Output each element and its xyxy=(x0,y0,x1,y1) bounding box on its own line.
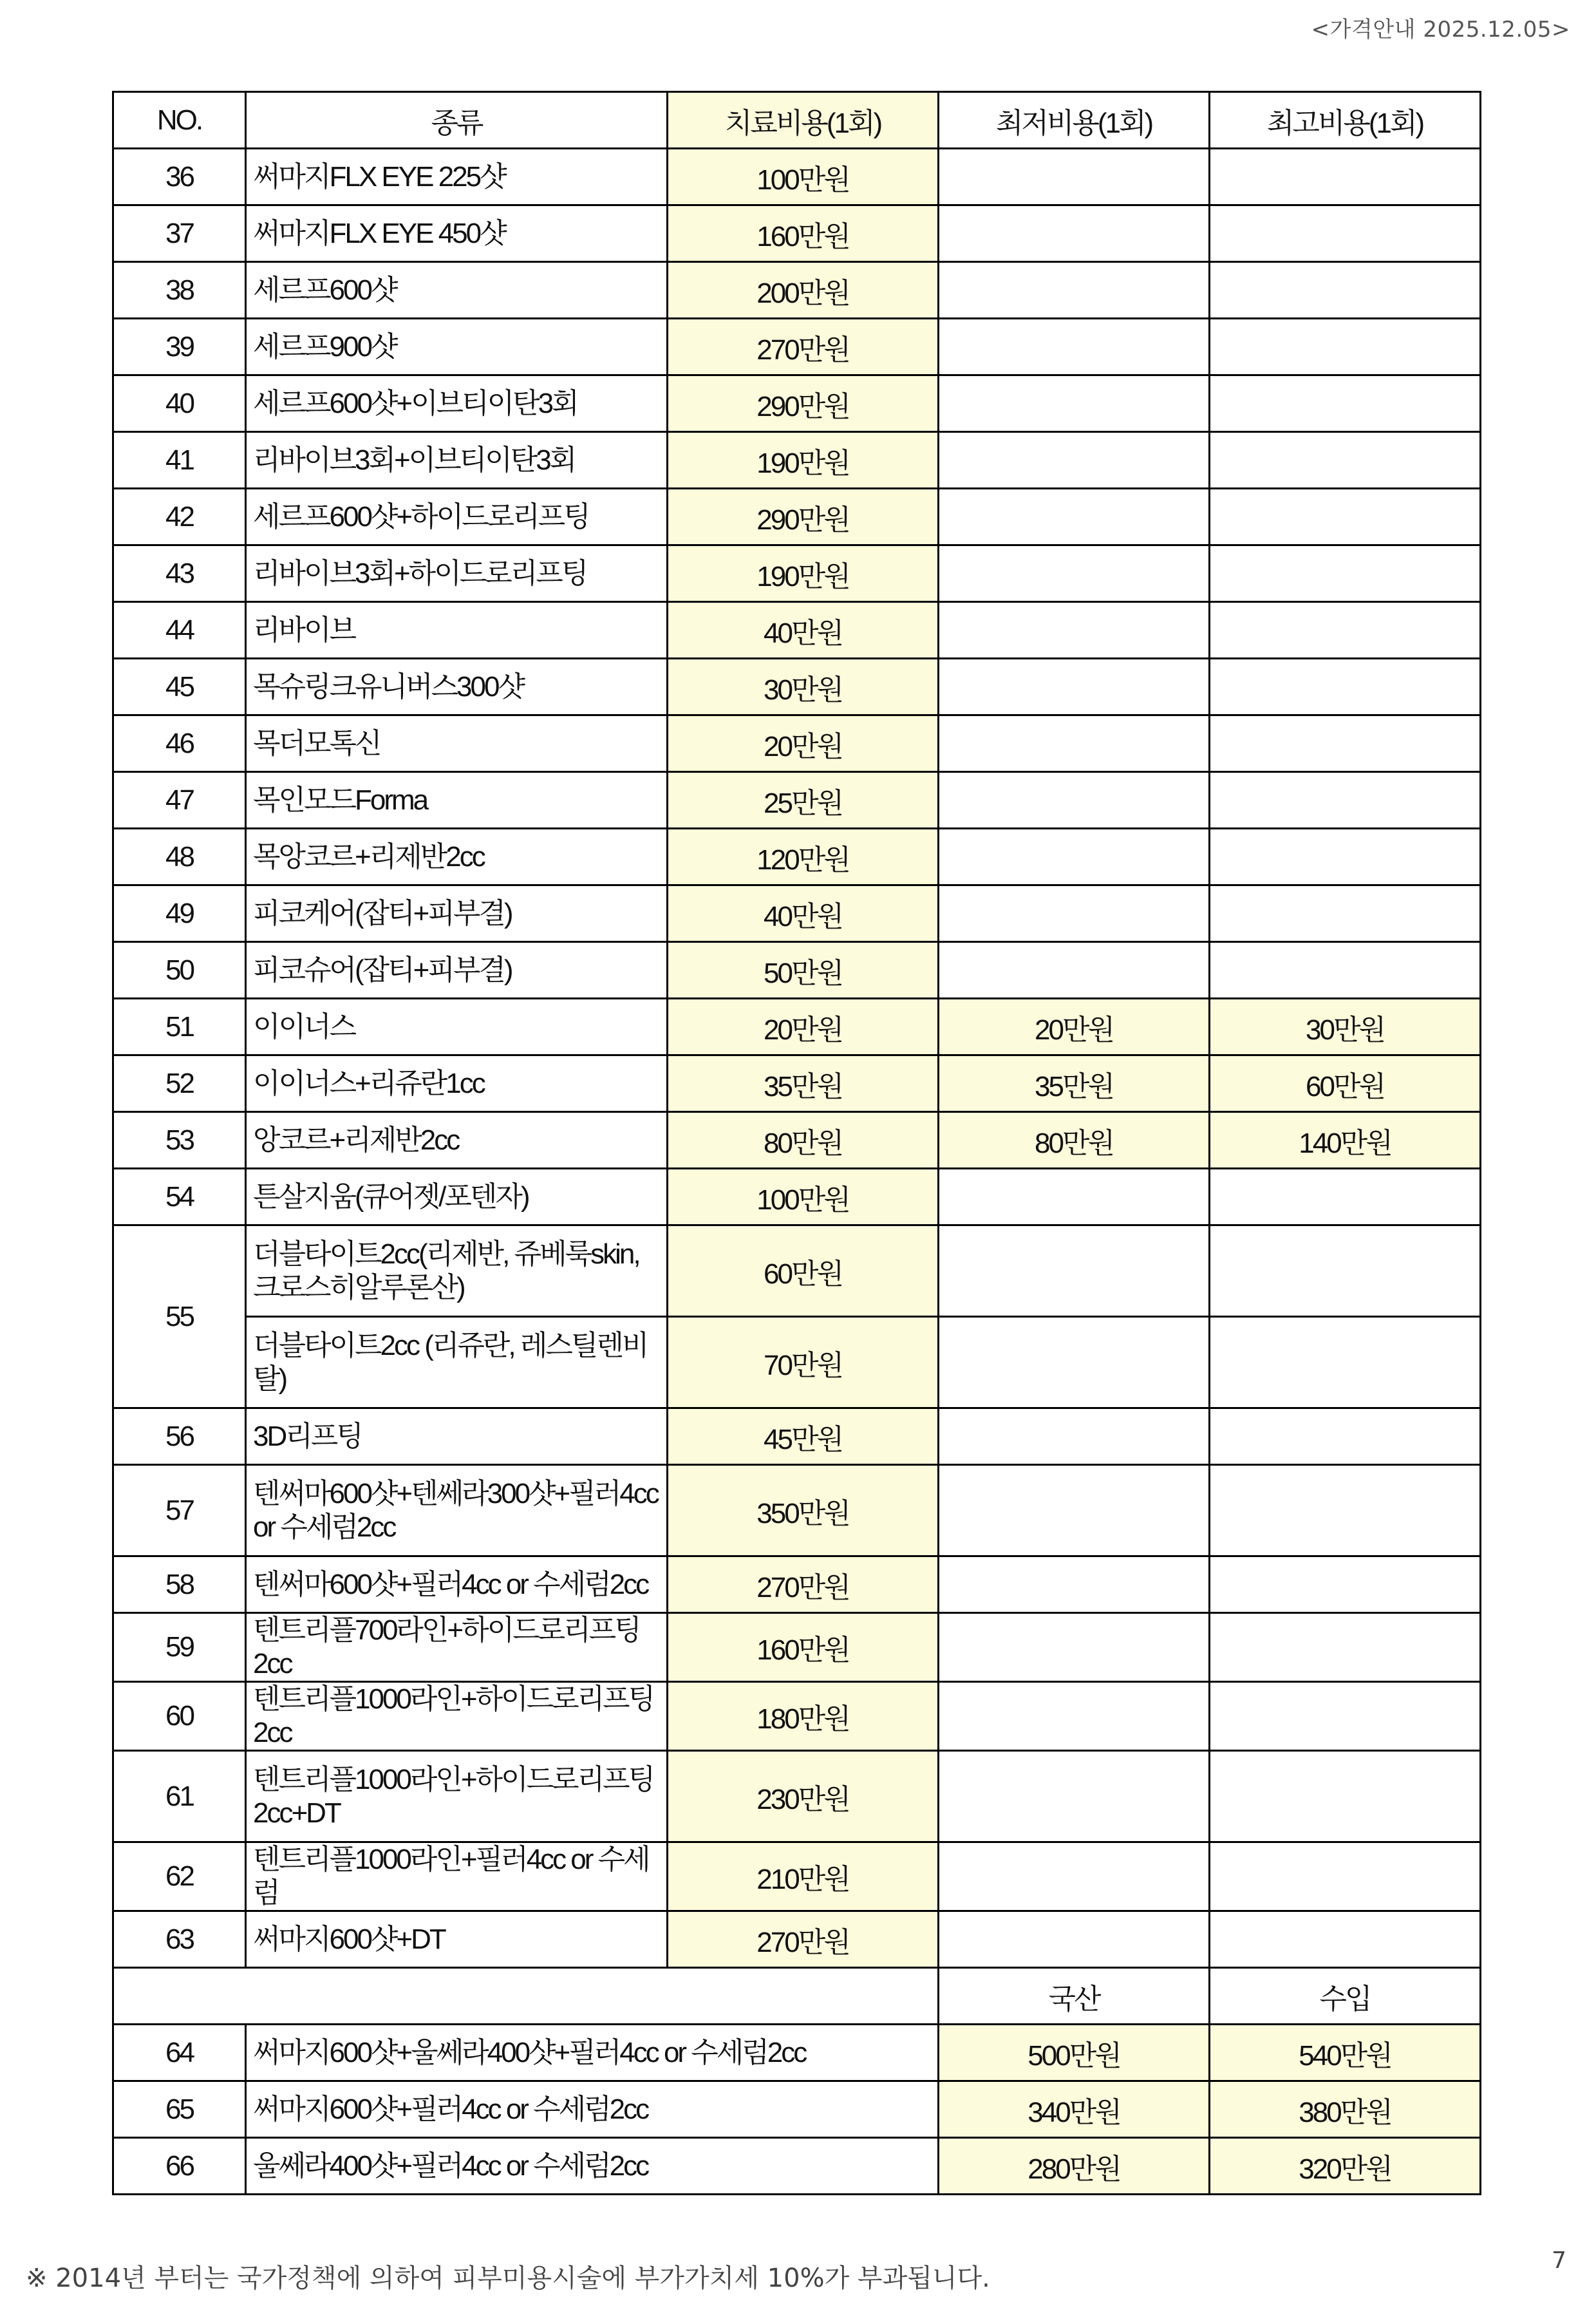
treatment-name: 울쎄라400샷+필러4cc or 수세럼2cc xyxy=(246,2138,939,2195)
min-cost xyxy=(939,772,1210,829)
table-row xyxy=(113,149,1481,205)
treatment-cost: 290만원 xyxy=(668,375,939,432)
table-row xyxy=(113,489,1481,545)
table-header-row xyxy=(113,92,1481,149)
treatment-name: 리바이브3회+이브티이탄3회 xyxy=(246,432,668,489)
max-cost xyxy=(1210,205,1481,262)
table-row xyxy=(113,1169,1481,1225)
row-number: 39 xyxy=(113,319,246,375)
row-number: 56 xyxy=(113,1408,246,1465)
treatment-name: 리바이브 xyxy=(246,602,668,659)
min-cost xyxy=(939,1751,1210,1842)
row-number: 57 xyxy=(113,1465,246,1556)
min-cost xyxy=(939,1613,1210,1682)
imported-cost: 320만원 xyxy=(1210,2138,1481,2195)
treatment-name: 이이너스 xyxy=(246,999,668,1055)
min-cost xyxy=(939,659,1210,715)
min-cost xyxy=(939,715,1210,772)
table-row xyxy=(113,1225,1481,1317)
treatment-cost: 230만원 xyxy=(668,1751,939,1842)
table-row xyxy=(113,1408,1481,1465)
max-cost xyxy=(1210,942,1481,999)
treatment-cost: 210만원 xyxy=(668,1842,939,1911)
imported-header: 수입 xyxy=(1210,1968,1481,2025)
table-row xyxy=(113,1465,1481,1556)
min-cost xyxy=(939,1225,1210,1317)
table-row xyxy=(113,659,1481,715)
max-cost xyxy=(1210,1465,1481,1556)
treatment-cost: 120만원 xyxy=(668,829,939,885)
max-cost xyxy=(1210,1911,1481,1968)
min-cost xyxy=(939,1169,1210,1225)
row-number: 37 xyxy=(113,205,246,262)
max-cost xyxy=(1210,1842,1481,1911)
treatment-cost: 35만원 xyxy=(668,1055,939,1112)
row-number: 49 xyxy=(113,885,246,942)
treatment-cost: 100만원 xyxy=(668,1169,939,1225)
table-row xyxy=(113,1055,1481,1112)
max-cost: 60만원 xyxy=(1210,1055,1481,1112)
row-number: 44 xyxy=(113,602,246,659)
max-cost xyxy=(1210,149,1481,205)
max-cost xyxy=(1210,1613,1481,1682)
column-header-min-cost: 최저비용(1회) xyxy=(939,92,1210,149)
min-cost xyxy=(939,432,1210,489)
treatment-cost: 160만원 xyxy=(668,205,939,262)
table-row xyxy=(113,602,1481,659)
imported-cost: 540만원 xyxy=(1210,2025,1481,2081)
max-cost xyxy=(1210,262,1481,319)
max-cost xyxy=(1210,432,1481,489)
max-cost xyxy=(1210,1408,1481,1465)
row-number: 65 xyxy=(113,2081,246,2138)
min-cost xyxy=(939,489,1210,545)
treatment-cost: 270만원 xyxy=(668,1556,939,1613)
table-row xyxy=(113,1112,1481,1169)
row-number: 53 xyxy=(113,1112,246,1169)
min-cost xyxy=(939,1317,1210,1408)
max-cost xyxy=(1210,375,1481,432)
treatment-cost: 290만원 xyxy=(668,489,939,545)
column-header-no: NO. xyxy=(113,92,246,149)
treatment-cost: 40만원 xyxy=(668,885,939,942)
min-cost xyxy=(939,205,1210,262)
min-cost xyxy=(939,829,1210,885)
treatment-name: 튼살지움(큐어젯/포텐자) xyxy=(246,1169,668,1225)
treatment-name: 세르프600샷+하이드로리프팅 xyxy=(246,489,668,545)
table-row xyxy=(113,999,1481,1055)
treatment-name: 텐써마600샷+텐쎄라300샷+필러4cc or 수세럼2cc xyxy=(246,1465,668,1556)
max-cost xyxy=(1210,885,1481,942)
treatment-name: 써마지FLX EYE 450샷 xyxy=(246,205,668,262)
treatment-name: 3D리프팅 xyxy=(246,1408,668,1465)
max-cost xyxy=(1210,319,1481,375)
max-cost: 30만원 xyxy=(1210,999,1481,1055)
min-cost xyxy=(939,262,1210,319)
domestic-cost: 280만원 xyxy=(939,2138,1210,2195)
treatment-name: 써마지600샷+필러4cc or 수세럼2cc xyxy=(246,2081,939,2138)
max-cost xyxy=(1210,489,1481,545)
treatment-name: 텐트리플1000라인+필러4cc or 수세럼 xyxy=(246,1842,668,1911)
row-number: 55 xyxy=(113,1225,246,1408)
max-cost xyxy=(1210,545,1481,602)
max-cost xyxy=(1210,715,1481,772)
table-row xyxy=(113,2025,1481,2081)
row-number: 59 xyxy=(113,1613,246,1682)
row-number: 52 xyxy=(113,1055,246,1112)
min-cost xyxy=(939,1556,1210,1613)
min-cost xyxy=(939,885,1210,942)
row-number: 51 xyxy=(113,999,246,1055)
table-row xyxy=(113,1556,1481,1613)
treatment-cost: 30만원 xyxy=(668,659,939,715)
row-number: 36 xyxy=(113,149,246,205)
domestic-cost: 340만원 xyxy=(939,2081,1210,2138)
row-number: 40 xyxy=(113,375,246,432)
row-number: 64 xyxy=(113,2025,246,2081)
row-number: 54 xyxy=(113,1169,246,1225)
treatment-cost: 70만원 xyxy=(668,1317,939,1408)
treatment-name: 세르프900샷 xyxy=(246,319,668,375)
row-number: 60 xyxy=(113,1682,246,1751)
origin-header-row xyxy=(113,1968,1481,2025)
table-row xyxy=(113,262,1481,319)
treatment-cost: 40만원 xyxy=(668,602,939,659)
treatment-cost: 20만원 xyxy=(668,999,939,1055)
treatment-cost: 190만원 xyxy=(668,432,939,489)
imported-cost: 380만원 xyxy=(1210,2081,1481,2138)
min-cost xyxy=(939,375,1210,432)
min-cost: 35만원 xyxy=(939,1055,1210,1112)
treatment-name: 텐트리플1000라인+하이드로리프팅 2cc+DT xyxy=(246,1751,668,1842)
table-row xyxy=(113,1613,1481,1682)
row-number: 42 xyxy=(113,489,246,545)
max-cost xyxy=(1210,602,1481,659)
column-header-treatment-cost: 치료비용(1회) xyxy=(668,92,939,149)
table-row xyxy=(113,1911,1481,1968)
table-row xyxy=(113,715,1481,772)
max-cost xyxy=(1210,829,1481,885)
row-number: 50 xyxy=(113,942,246,999)
treatment-name: 더블타이트2cc (리쥬란, 레스틸렌비탈) xyxy=(246,1317,668,1408)
vat-footnote: ※ 2014년 부터는 국가정책에 의하여 피부미용시술에 부가가치세 10%가 부과됩니다. xyxy=(26,2263,990,2293)
treatment-cost: 80만원 xyxy=(668,1112,939,1169)
min-cost xyxy=(939,545,1210,602)
row-number: 63 xyxy=(113,1911,246,1968)
min-cost xyxy=(939,149,1210,205)
min-cost: 20만원 xyxy=(939,999,1210,1055)
treatment-name: 리바이브3회+하이드로리프팅 xyxy=(246,545,668,602)
treatment-name: 목슈링크유니버스300샷 xyxy=(246,659,668,715)
min-cost xyxy=(939,1842,1210,1911)
treatment-name: 써마지600샷+울쎄라400샷+필러4cc or 수세럼2cc xyxy=(246,2025,939,2081)
max-cost xyxy=(1210,1751,1481,1842)
row-number: 61 xyxy=(113,1751,246,1842)
min-cost xyxy=(939,1465,1210,1556)
min-cost xyxy=(939,1911,1210,1968)
table-row xyxy=(113,885,1481,942)
row-number: 45 xyxy=(113,659,246,715)
table-row xyxy=(113,1842,1481,1911)
row-number: 46 xyxy=(113,715,246,772)
table-row xyxy=(113,829,1481,885)
table-row xyxy=(113,375,1481,432)
table-row xyxy=(113,1317,1481,1408)
treatment-name: 텐트리플700라인+하이드로리프팅2cc xyxy=(246,1613,668,1682)
treatment-name: 텐써마600샷+필러4cc or 수세럼2cc xyxy=(246,1556,668,1613)
treatment-name: 써마지FLX EYE 225샷 xyxy=(246,149,668,205)
min-cost xyxy=(939,1682,1210,1751)
table-row xyxy=(113,942,1481,999)
table-row xyxy=(113,1751,1481,1842)
min-cost: 80만원 xyxy=(939,1112,1210,1169)
treatment-cost: 25만원 xyxy=(668,772,939,829)
treatment-name: 목더모톡신 xyxy=(246,715,668,772)
table-row xyxy=(113,2138,1481,2195)
table-row xyxy=(113,772,1481,829)
treatment-cost: 20만원 xyxy=(668,715,939,772)
min-cost xyxy=(939,1408,1210,1465)
domestic-header: 국산 xyxy=(939,1968,1210,2025)
max-cost xyxy=(1210,772,1481,829)
row-number: 66 xyxy=(113,2138,246,2195)
treatment-name: 피코슈어(잡티+피부결) xyxy=(246,942,668,999)
treatment-name: 텐트리플1000라인+하이드로리프팅2cc xyxy=(246,1682,668,1751)
max-cost xyxy=(1210,1682,1481,1751)
treatment-cost: 160만원 xyxy=(668,1613,939,1682)
table-row xyxy=(113,205,1481,262)
table-row xyxy=(113,545,1481,602)
row-number: 47 xyxy=(113,772,246,829)
row-number: 38 xyxy=(113,262,246,319)
table-row xyxy=(113,319,1481,375)
treatment-cost: 45만원 xyxy=(668,1408,939,1465)
origin-header-spacer xyxy=(113,1968,939,2025)
treatment-cost: 350만원 xyxy=(668,1465,939,1556)
column-header-max-cost: 최고비용(1회) xyxy=(1210,92,1481,149)
price-table xyxy=(112,91,1481,2195)
min-cost xyxy=(939,319,1210,375)
row-number: 41 xyxy=(113,432,246,489)
treatment-name: 피코케어(잡티+피부결) xyxy=(246,885,668,942)
treatment-name: 이이너스+리쥬란1cc xyxy=(246,1055,668,1112)
treatment-name: 세르프600샷 xyxy=(246,262,668,319)
min-cost xyxy=(939,602,1210,659)
domestic-cost: 500만원 xyxy=(939,2025,1210,2081)
row-number: 62 xyxy=(113,1842,246,1911)
treatment-name: 앙코르+리제반2cc xyxy=(246,1112,668,1169)
max-cost: 140만원 xyxy=(1210,1112,1481,1169)
max-cost xyxy=(1210,1317,1481,1408)
page-number: 7 xyxy=(1552,2247,1566,2274)
treatment-cost: 270만원 xyxy=(668,319,939,375)
table-row xyxy=(113,2081,1481,2138)
treatment-cost: 50만원 xyxy=(668,942,939,999)
treatment-name: 목앙코르+리제반2cc xyxy=(246,829,668,885)
table-row xyxy=(113,1682,1481,1751)
treatment-cost: 190만원 xyxy=(668,545,939,602)
max-cost xyxy=(1210,1225,1481,1317)
row-number: 58 xyxy=(113,1556,246,1613)
treatment-cost: 100만원 xyxy=(668,149,939,205)
column-header-type: 종류 xyxy=(246,92,668,149)
treatment-name: 목인모드Forma xyxy=(246,772,668,829)
treatment-cost: 60만원 xyxy=(668,1225,939,1317)
treatment-cost: 200만원 xyxy=(668,262,939,319)
price-guide-date: <가격안내 2025.12.05> xyxy=(1311,17,1570,43)
treatment-cost: 270만원 xyxy=(668,1911,939,1968)
treatment-name: 더블타이트2cc(리제반, 쥬베룩skin, 크로스히알루론산) xyxy=(246,1225,668,1317)
treatment-cost: 180만원 xyxy=(668,1682,939,1751)
row-number: 43 xyxy=(113,545,246,602)
treatment-name: 써마지600샷+DT xyxy=(246,1911,668,1968)
treatment-name: 세르프600샷+이브티이탄3회 xyxy=(246,375,668,432)
row-number: 48 xyxy=(113,829,246,885)
max-cost xyxy=(1210,659,1481,715)
table-row xyxy=(113,432,1481,489)
max-cost xyxy=(1210,1556,1481,1613)
min-cost xyxy=(939,942,1210,999)
max-cost xyxy=(1210,1169,1481,1225)
